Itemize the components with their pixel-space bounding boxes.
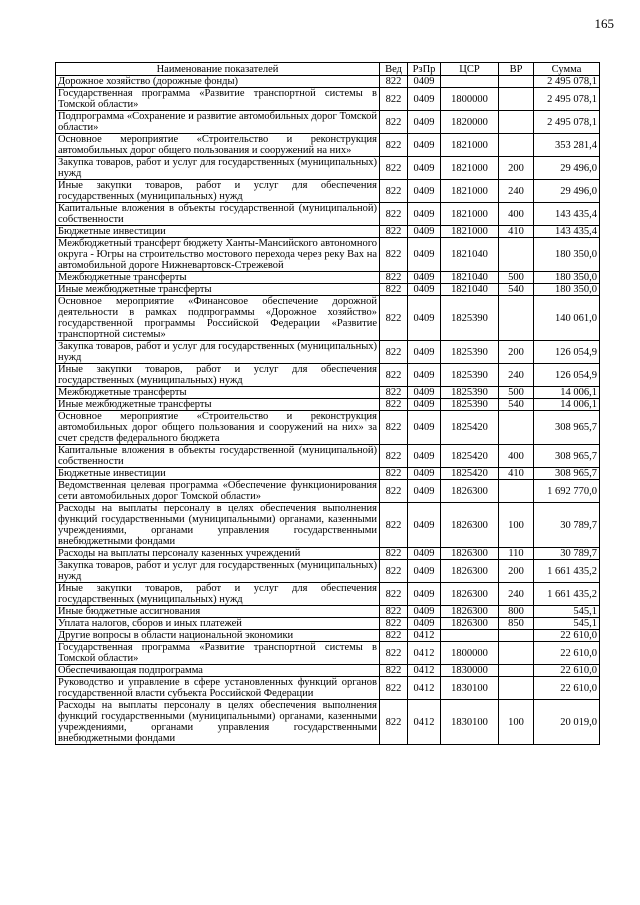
- cell-name: Руководство и управление в сфере установленных функций органов государственной власти субъекта Российской Федерации: [56, 677, 380, 700]
- table-row: [56, 560, 600, 583]
- cell-vr: [499, 134, 534, 157]
- cell-ved: 822: [380, 480, 408, 503]
- cell-name: Закупка товаров, работ и услуг для государственных (муниципальных) нужд: [56, 560, 380, 583]
- cell-sum: 143 435,4: [534, 203, 600, 226]
- cell-rzpr: 0409: [408, 284, 441, 296]
- cell-vr: 200: [499, 560, 534, 583]
- cell-ved: 822: [380, 630, 408, 642]
- cell-rzpr: 0409: [408, 468, 441, 480]
- cell-rzpr: 0409: [408, 503, 441, 548]
- cell-rzpr: 0412: [408, 677, 441, 700]
- cell-rzpr: 0409: [408, 548, 441, 560]
- table-row: [56, 468, 600, 480]
- cell-sum: 1 661 435,2: [534, 560, 600, 583]
- cell-sum: 2 495 078,1: [534, 111, 600, 134]
- cell-ved: 822: [380, 387, 408, 399]
- cell-ved: 822: [380, 503, 408, 548]
- cell-vr: 240: [499, 364, 534, 387]
- cell-vr: [499, 677, 534, 700]
- cell-sum: 308 965,7: [534, 411, 600, 445]
- cell-ved: 822: [380, 618, 408, 630]
- cell-rzpr: 0409: [408, 583, 441, 606]
- cell-vr: 500: [499, 387, 534, 399]
- table-row: [56, 618, 600, 630]
- cell-csr: 1826300: [441, 618, 499, 630]
- table-row: [56, 665, 600, 677]
- table-row: [56, 411, 600, 445]
- page-number: 165: [594, 16, 614, 31]
- cell-csr: 1821000: [441, 203, 499, 226]
- cell-ved: 822: [380, 560, 408, 583]
- table-row: [56, 157, 600, 180]
- cell-rzpr: 0409: [408, 180, 441, 203]
- cell-vr: 200: [499, 341, 534, 364]
- cell-csr: 1825390: [441, 387, 499, 399]
- cell-name: Капитальные вложения в объекты государственной (муниципальной) собственности: [56, 445, 380, 468]
- cell-ved: 822: [380, 111, 408, 134]
- cell-ved: 822: [380, 157, 408, 180]
- cell-csr: 1821040: [441, 238, 499, 272]
- cell-vr: 540: [499, 284, 534, 296]
- cell-sum: 180 350,0: [534, 272, 600, 284]
- cell-rzpr: 0409: [408, 238, 441, 272]
- cell-name: Межбюджетные трансферты: [56, 387, 380, 399]
- cell-csr: 1825420: [441, 411, 499, 445]
- cell-csr: 1830100: [441, 700, 499, 745]
- cell-sum: 22 610,0: [534, 665, 600, 677]
- cell-name: Уплата налогов, сборов и иных платежей: [56, 618, 380, 630]
- cell-name: Государственная программа «Развитие транспортной системы в Томской области»: [56, 88, 380, 111]
- table-row: [56, 296, 600, 341]
- cell-ved: 822: [380, 134, 408, 157]
- cell-ved: 822: [380, 364, 408, 387]
- cell-vr: 240: [499, 180, 534, 203]
- cell-vr: [499, 642, 534, 665]
- table-row: [56, 76, 600, 88]
- cell-ved: 822: [380, 583, 408, 606]
- table-row: [56, 180, 600, 203]
- cell-name: Иные межбюджетные трансферты: [56, 399, 380, 411]
- cell-rzpr: 0409: [408, 157, 441, 180]
- cell-vr: [499, 480, 534, 503]
- cell-vr: 200: [499, 157, 534, 180]
- cell-rzpr: 0409: [408, 560, 441, 583]
- cell-name: Капитальные вложения в объекты государственной (муниципальной) собственности: [56, 203, 380, 226]
- cell-sum: 14 006,1: [534, 387, 600, 399]
- cell-csr: 1821000: [441, 226, 499, 238]
- cell-name: Расходы на выплаты персоналу казенных учреждений: [56, 548, 380, 560]
- cell-sum: 1 692 770,0: [534, 480, 600, 503]
- cell-csr: 1826300: [441, 560, 499, 583]
- cell-csr: 1821000: [441, 180, 499, 203]
- cell-ved: 822: [380, 399, 408, 411]
- cell-ved: 822: [380, 445, 408, 468]
- cell-csr: 1826300: [441, 503, 499, 548]
- table-row: [56, 88, 600, 111]
- cell-vr: 110: [499, 548, 534, 560]
- cell-name: Бюджетные инвестиции: [56, 468, 380, 480]
- cell-name: Закупка товаров, работ и услуг для государственных (муниципальных) нужд: [56, 157, 380, 180]
- cell-rzpr: 0409: [408, 76, 441, 88]
- cell-vr: [499, 630, 534, 642]
- cell-name: Основное мероприятие «Строительство и реконструкция автомобильных дорог общего пользования и сооружений на них»: [56, 134, 380, 157]
- cell-name: Межбюджетные трансферты: [56, 272, 380, 284]
- cell-sum: 30 789,7: [534, 548, 600, 560]
- cell-ved: 822: [380, 606, 408, 618]
- cell-sum: 545,1: [534, 606, 600, 618]
- cell-vr: 100: [499, 503, 534, 548]
- cell-csr: 1826300: [441, 480, 499, 503]
- cell-sum: 308 965,7: [534, 445, 600, 468]
- cell-csr: 1825390: [441, 341, 499, 364]
- cell-sum: 140 061,0: [534, 296, 600, 341]
- cell-csr: 1830000: [441, 665, 499, 677]
- cell-rzpr: 0409: [408, 341, 441, 364]
- cell-csr: 1826300: [441, 548, 499, 560]
- cell-rzpr: 0409: [408, 134, 441, 157]
- cell-name: Иные закупки товаров, работ и услуг для обеспечения государственных (муниципальных) нужд: [56, 583, 380, 606]
- cell-csr: 1826300: [441, 606, 499, 618]
- cell-sum: 1 661 435,2: [534, 583, 600, 606]
- table-row: [56, 364, 600, 387]
- cell-rzpr: 0409: [408, 399, 441, 411]
- cell-vr: 100: [499, 700, 534, 745]
- cell-ved: 822: [380, 665, 408, 677]
- cell-rzpr: 0409: [408, 203, 441, 226]
- cell-sum: 29 496,0: [534, 180, 600, 203]
- cell-name: Иные межбюджетные трансферты: [56, 284, 380, 296]
- cell-vr: [499, 238, 534, 272]
- cell-name: Межбюджетный трансферт бюджету Ханты-Мансийского автономного округа - Югры на строительство мостового перехода через реку Вах на автомобильной дороге Нижневартовск-Стрежевой: [56, 238, 380, 272]
- table-header-row: [56, 63, 600, 76]
- cell-sum: 30 789,7: [534, 503, 600, 548]
- cell-rzpr: 0409: [408, 445, 441, 468]
- table-row: [56, 480, 600, 503]
- cell-sum: 2 495 078,1: [534, 88, 600, 111]
- cell-ved: 822: [380, 700, 408, 745]
- cell-sum: 353 281,4: [534, 134, 600, 157]
- cell-csr: [441, 76, 499, 88]
- cell-name: Подпрограмма «Сохранение и развитие автомобильных дорог Томской области»: [56, 111, 380, 134]
- cell-csr: [441, 630, 499, 642]
- cell-ved: 822: [380, 203, 408, 226]
- cell-name: Дорожное хозяйство (дорожные фонды): [56, 76, 380, 88]
- cell-name: Расходы на выплаты персоналу в целях обеспечения выполнения функций государственными (муниципальными) органами, казенными учреждениями, органами управления государственными внебюджетными фондами: [56, 503, 380, 548]
- cell-vr: 540: [499, 399, 534, 411]
- cell-csr: 1821040: [441, 272, 499, 284]
- header-rzpr: РзПр: [408, 63, 441, 76]
- cell-csr: 1821040: [441, 284, 499, 296]
- table-row: [56, 503, 600, 548]
- header-sum: Сумма: [534, 63, 600, 76]
- cell-csr: 1825420: [441, 468, 499, 480]
- table-row: [56, 399, 600, 411]
- cell-vr: [499, 411, 534, 445]
- cell-vr: 240: [499, 583, 534, 606]
- cell-name: Обеспечивающая подпрограмма: [56, 665, 380, 677]
- cell-vr: 800: [499, 606, 534, 618]
- cell-sum: 143 435,4: [534, 226, 600, 238]
- cell-rzpr: 0412: [408, 630, 441, 642]
- cell-sum: 180 350,0: [534, 284, 600, 296]
- table-row: [56, 203, 600, 226]
- table-row: [56, 583, 600, 606]
- cell-csr: 1826300: [441, 583, 499, 606]
- cell-ved: 822: [380, 284, 408, 296]
- cell-csr: 1825390: [441, 399, 499, 411]
- cell-ved: 822: [380, 548, 408, 560]
- header-name: Наименование показателей: [56, 63, 380, 76]
- cell-name: Иные бюджетные ассигнования: [56, 606, 380, 618]
- cell-ved: 822: [380, 411, 408, 445]
- table-row: [56, 548, 600, 560]
- cell-rzpr: 0409: [408, 364, 441, 387]
- cell-vr: [499, 296, 534, 341]
- cell-vr: 850: [499, 618, 534, 630]
- cell-vr: [499, 76, 534, 88]
- header-ved: Вед: [380, 63, 408, 76]
- cell-name: Государственная программа «Развитие транспортной системы в Томской области»: [56, 642, 380, 665]
- cell-name: Основное мероприятие «Финансовое обеспечение дорожной деятельности в рамках подпрограммы «Дорожное хозяйство» государственной программы Российской Федерации «Развитие транспортной системы»: [56, 296, 380, 341]
- cell-name: Ведомственная целевая программа «Обеспечение функционирования сети автомобильных дорог Томской области»: [56, 480, 380, 503]
- cell-name: Расходы на выплаты персоналу в целях обеспечения выполнения функций государственными (муниципальными) органами, казенными учреждениями, органами управления государственными внебюджетными фондами: [56, 700, 380, 745]
- cell-vr: [499, 665, 534, 677]
- header-csr: ЦСР: [441, 63, 499, 76]
- cell-csr: 1830100: [441, 677, 499, 700]
- cell-rzpr: 0409: [408, 480, 441, 503]
- cell-name: Бюджетные инвестиции: [56, 226, 380, 238]
- table-row: [56, 700, 600, 745]
- cell-rzpr: 0412: [408, 665, 441, 677]
- table-row: [56, 606, 600, 618]
- cell-sum: 2 495 078,1: [534, 76, 600, 88]
- header-vr: ВР: [499, 63, 534, 76]
- cell-sum: 308 965,7: [534, 468, 600, 480]
- cell-ved: 822: [380, 238, 408, 272]
- cell-name: Иные закупки товаров, работ и услуг для обеспечения государственных (муниципальных) нужд: [56, 364, 380, 387]
- table-row: [56, 226, 600, 238]
- cell-rzpr: 0409: [408, 411, 441, 445]
- cell-csr: 1820000: [441, 111, 499, 134]
- cell-ved: 822: [380, 341, 408, 364]
- budget-table: [55, 62, 600, 745]
- cell-name: Основное мероприятие «Строительство и реконструкция автомобильных дорог общего пользования и сооружений на них» за счет средств федерального бюджета: [56, 411, 380, 445]
- cell-csr: 1800000: [441, 642, 499, 665]
- cell-rzpr: 0409: [408, 226, 441, 238]
- table-row: [56, 642, 600, 665]
- cell-sum: 22 610,0: [534, 677, 600, 700]
- cell-rzpr: 0409: [408, 618, 441, 630]
- cell-rzpr: 0409: [408, 606, 441, 618]
- cell-rzpr: 0409: [408, 296, 441, 341]
- table-row: [56, 134, 600, 157]
- cell-csr: 1821000: [441, 134, 499, 157]
- cell-ved: 822: [380, 272, 408, 284]
- cell-sum: 22 610,0: [534, 642, 600, 665]
- cell-vr: 410: [499, 226, 534, 238]
- table-row: [56, 387, 600, 399]
- cell-sum: 545,1: [534, 618, 600, 630]
- cell-ved: 822: [380, 226, 408, 238]
- table-row: [56, 272, 600, 284]
- cell-csr: 1821000: [441, 157, 499, 180]
- cell-rzpr: 0412: [408, 700, 441, 745]
- cell-rzpr: 0409: [408, 88, 441, 111]
- cell-rzpr: 0412: [408, 642, 441, 665]
- cell-csr: 1825390: [441, 364, 499, 387]
- cell-ved: 822: [380, 180, 408, 203]
- cell-ved: 822: [380, 296, 408, 341]
- table-row: [56, 630, 600, 642]
- cell-ved: 822: [380, 88, 408, 111]
- table-row: [56, 284, 600, 296]
- cell-ved: 822: [380, 76, 408, 88]
- table-row: [56, 111, 600, 134]
- cell-name: Закупка товаров, работ и услуг для государственных (муниципальных) нужд: [56, 341, 380, 364]
- cell-vr: 400: [499, 445, 534, 468]
- cell-vr: [499, 88, 534, 111]
- cell-csr: 1825420: [441, 445, 499, 468]
- cell-vr: 400: [499, 203, 534, 226]
- cell-ved: 822: [380, 468, 408, 480]
- cell-csr: 1800000: [441, 88, 499, 111]
- table-row: [56, 677, 600, 700]
- cell-sum: 29 496,0: [534, 157, 600, 180]
- cell-ved: 822: [380, 677, 408, 700]
- cell-sum: 126 054,9: [534, 364, 600, 387]
- cell-rzpr: 0409: [408, 272, 441, 284]
- cell-csr: 1825390: [441, 296, 499, 341]
- cell-sum: 180 350,0: [534, 238, 600, 272]
- cell-sum: 20 019,0: [534, 700, 600, 745]
- table-row: [56, 341, 600, 364]
- cell-sum: 14 006,1: [534, 399, 600, 411]
- table-row: [56, 445, 600, 468]
- cell-sum: 22 610,0: [534, 630, 600, 642]
- table-row: [56, 238, 600, 272]
- cell-vr: [499, 111, 534, 134]
- cell-ved: 822: [380, 642, 408, 665]
- cell-name: Другие вопросы в области национальной экономики: [56, 630, 380, 642]
- cell-sum: 126 054,9: [534, 341, 600, 364]
- cell-rzpr: 0409: [408, 111, 441, 134]
- cell-name: Иные закупки товаров, работ и услуг для обеспечения государственных (муниципальных) нужд: [56, 180, 380, 203]
- cell-rzpr: 0409: [408, 387, 441, 399]
- cell-vr: 500: [499, 272, 534, 284]
- cell-vr: 410: [499, 468, 534, 480]
